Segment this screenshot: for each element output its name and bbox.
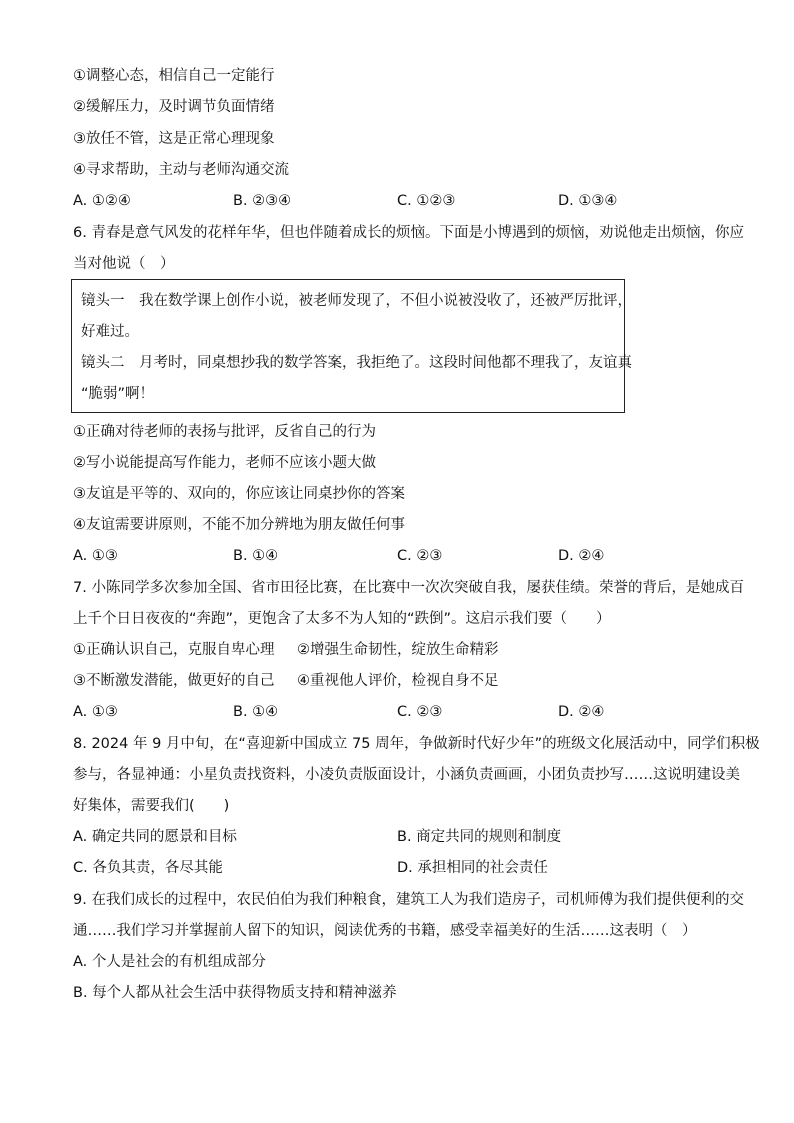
q7-item-4: ④重视他人评价，检视自身不足 xyxy=(297,673,499,689)
q7-option-c: C. ②③ xyxy=(397,704,443,720)
q6-item-1: ①正确对待老师的表扬与批评，反省自己的行为 xyxy=(73,424,376,440)
q8-option-a: A. 确定共同的愿景和目标 xyxy=(73,829,237,845)
q9-option-b: B. 每个人都从社会生活中获得物质支持和精神滋养 xyxy=(73,985,397,1001)
q9-stem-line-1: 9. 在我们成长的过程中，农民伯伯为我们种粮食，建筑工人为我们造房子，司机师傅为我们提供便利的交 xyxy=(73,892,744,908)
q6-box-line-3: 镜头二 月考时，同桌想抄我的数学答案，我拒绝了。这段时间他都不理我了，友谊真 xyxy=(81,355,632,371)
q7-item-3: ③不断激发潜能，做更好的自己 xyxy=(73,673,275,689)
q5-item-3: ③放任不管，这是正常心理现象 xyxy=(73,131,275,147)
q8-stem-line-1: 8. 2024 年 9 月中旬，在“喜迎新中国成立 75 周年，争做新时代好少年”的班级文化展活动中，同学们积极 xyxy=(73,736,760,752)
q7-item-2: ②增强生命韧性，绽放生命精彩 xyxy=(297,642,499,658)
q9-option-a: A. 个人是社会的有机组成部分 xyxy=(73,954,266,970)
q6-option-b: B. ①④ xyxy=(233,548,279,564)
q5-item-4: ④寻求帮助，主动与老师沟通交流 xyxy=(73,162,289,178)
q7-option-d: D. ②④ xyxy=(558,704,605,720)
q6-stem-line-2: 当对他说（ ） xyxy=(73,256,175,272)
q7-stem-line-2: 上千个日日夜夜的“奔跑”，更饱含了太多不为人知的“跌倒”。这启示我们要（ ） xyxy=(73,611,611,627)
q5-item-2: ②缓解压力，及时调节负面情绪 xyxy=(73,99,275,115)
q5-option-c: C. ①②③ xyxy=(397,193,456,209)
q6-item-4: ④友谊需要讲原则，不能不加分辨地为朋友做任何事 xyxy=(73,517,405,533)
q5-option-b: B. ②③④ xyxy=(233,193,292,209)
q9-stem-line-2: 通……我们学习并掌握前人留下的知识，阅读优秀的书籍，感受幸福美好的生活……这表明（ ） xyxy=(73,923,697,939)
q7-stem-line-1: 7. 小陈同学多次参加全国、省市田径比赛，在比赛中一次次突破自我，屡获佳绩。荣誉的背后，是她成百 xyxy=(73,580,744,596)
q6-option-a: A. ①③ xyxy=(73,548,118,564)
q6-scenario-box xyxy=(71,279,632,413)
q6-option-d: D. ②④ xyxy=(558,548,605,564)
q8-option-b: B. 商定共同的规则和制度 xyxy=(397,829,562,845)
q8-option-c: C. 各负其责，各尽其能 xyxy=(73,860,223,876)
q7-option-a: A. ①③ xyxy=(73,704,118,720)
q8-option-d: D. 承担相同的社会责任 xyxy=(397,860,548,876)
q7-item-1: ①正确认识自己，克服自卑心理 xyxy=(73,642,275,658)
q6-stem-line-1: 6. 青春是意气风发的花样年华，但也伴随着成长的烦恼。下面是小博遇到的烦恼，劝说他走出烦恼，你应 xyxy=(73,225,744,241)
q6-option-c: C. ②③ xyxy=(397,548,443,564)
q6-item-3: ③友谊是平等的、双向的，你应该让同桌抄你的答案 xyxy=(73,486,405,502)
q5-option-d: D. ①③④ xyxy=(558,193,618,209)
q8-stem-line-2: 参与，各显神通：小星负责找资料，小凌负责版面设计，小涵负责画画，小团负责抄写……这说明建设美 xyxy=(73,767,740,783)
q6-box-line-4: “脆弱”啊！ xyxy=(81,386,155,402)
q6-item-2: ②写小说能提高写作能力，老师不应该小题大做 xyxy=(73,455,376,471)
q8-stem-line-3: 好集体，需要我们( ) xyxy=(73,798,230,814)
q5-item-1: ①调整心态，相信自己一定能行 xyxy=(73,68,275,84)
q6-box-line-2: 好难过。 xyxy=(81,324,139,340)
q5-option-a: A. ①②④ xyxy=(73,193,131,209)
q7-option-b: B. ①④ xyxy=(233,704,279,720)
q6-box-line-1: 镜头一 我在数学课上创作小说，被老师发现了，不但小说被没收了，还被严厉批评， xyxy=(81,293,632,309)
